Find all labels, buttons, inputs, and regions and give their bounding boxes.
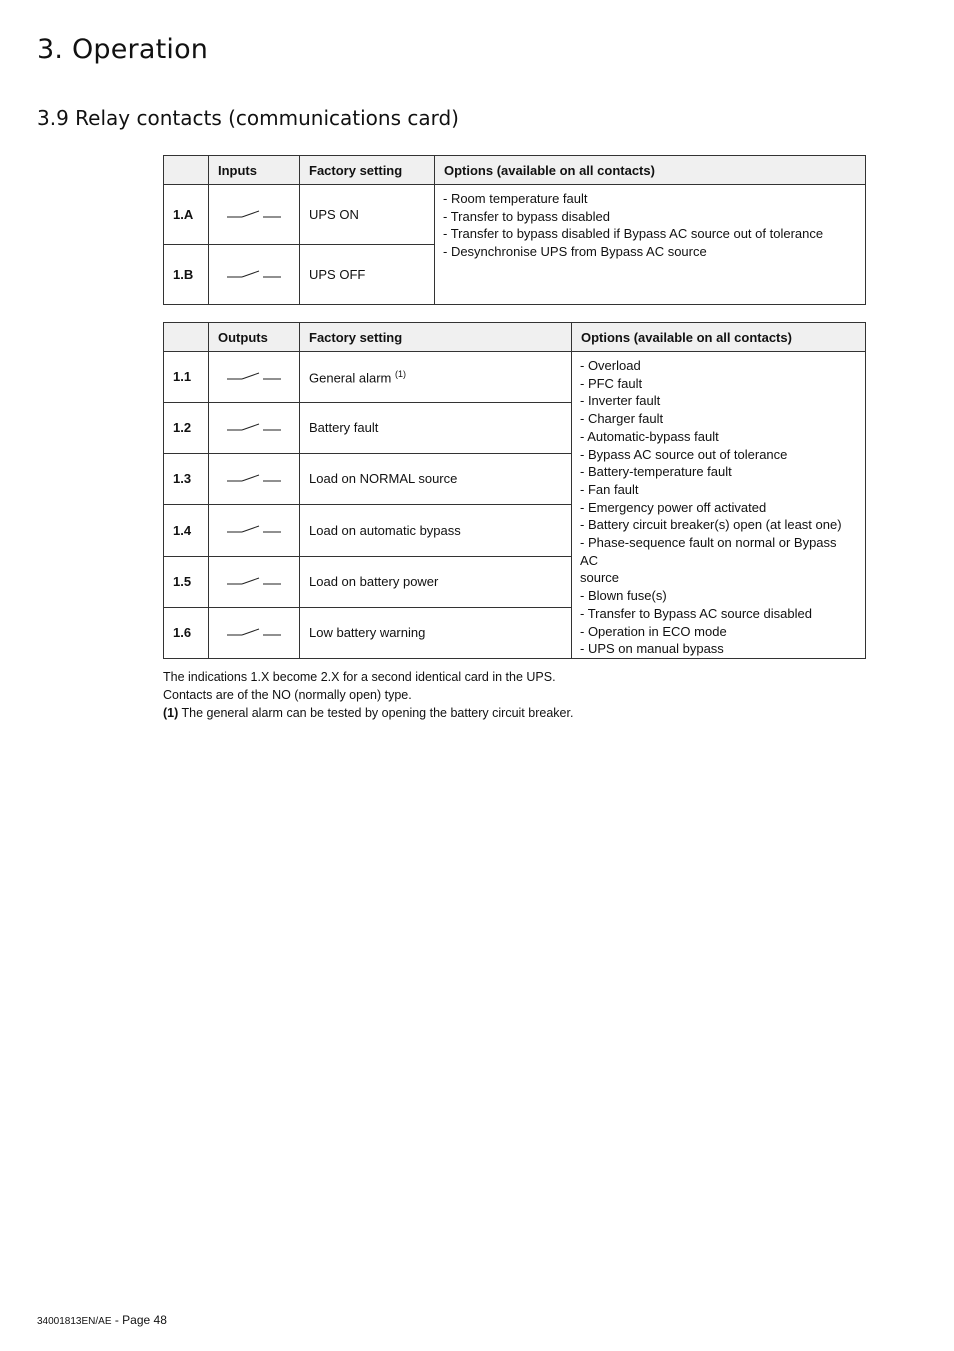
row-id: 1.6 xyxy=(164,607,209,658)
contact-cell xyxy=(209,504,300,556)
option-item: source xyxy=(580,570,620,586)
normally-open-switch-icon xyxy=(226,473,282,485)
factory-setting: Load on battery power xyxy=(300,556,572,607)
option-item: - Operation in ECO mode xyxy=(580,623,727,639)
row-id: 1.1 xyxy=(164,352,209,403)
option-item: - Battery-temperature fault xyxy=(580,464,732,480)
option-item: - Battery circuit breaker(s) open (at least one) xyxy=(580,517,842,533)
contact-cell xyxy=(209,607,300,658)
outputs-table xyxy=(163,322,866,659)
option-item: - PFC fault xyxy=(580,375,643,391)
normally-open-switch-icon xyxy=(226,269,282,281)
factory-setting: UPS OFF xyxy=(300,245,435,305)
doc-code: 34001813EN/AE xyxy=(37,1316,112,1327)
options-list xyxy=(435,185,866,305)
option-item: - Transfer to bypass disabled if Bypass AC source out of tolerance xyxy=(443,226,824,242)
normally-open-switch-icon xyxy=(226,371,282,383)
normally-open-switch-icon xyxy=(226,576,282,588)
chapter-title: 3. Operation xyxy=(37,34,209,65)
option-item: - Transfer to bypass disabled xyxy=(443,208,610,224)
normally-open-switch-icon xyxy=(226,209,282,221)
header-factory-setting: Factory setting xyxy=(300,323,572,352)
factory-setting xyxy=(300,352,572,403)
option-item: - Charger fault xyxy=(580,411,664,427)
page-number: - Page 48 xyxy=(111,1313,167,1327)
factory-setting: UPS ON xyxy=(300,185,435,245)
normally-open-switch-icon xyxy=(226,524,282,536)
notes xyxy=(163,668,573,722)
option-item: - Overload xyxy=(580,358,641,373)
header-options: Options (available on all contacts) xyxy=(572,323,866,352)
footnote-ref: (1) xyxy=(395,368,406,379)
contact-cell xyxy=(209,402,300,453)
header-blank xyxy=(164,156,209,185)
option-item: - Emergency power off activated xyxy=(580,499,767,515)
option-item: - Bypass AC source out of tolerance xyxy=(580,446,788,462)
row-id: 1.2 xyxy=(164,402,209,453)
factory-setting-text: General alarm xyxy=(309,370,392,386)
table-row xyxy=(164,352,866,403)
outputs-header-row xyxy=(164,323,866,352)
normally-open-switch-icon xyxy=(226,422,282,434)
section-title: 3.9 Relay contacts (communications card) xyxy=(37,106,459,130)
factory-setting: Low battery warning xyxy=(300,607,572,658)
factory-setting: Load on automatic bypass xyxy=(300,504,572,556)
option-item: - Inverter fault xyxy=(580,393,661,409)
row-id: 1.4 xyxy=(164,504,209,556)
note-line: The indications 1.X become 2.X for a second identical card in the UPS. xyxy=(163,670,556,684)
footnote-text: The general alarm can be tested by opening the battery circuit breaker. xyxy=(178,706,574,720)
page-footer xyxy=(37,1313,167,1327)
note-line xyxy=(163,704,573,722)
row-id: 1.3 xyxy=(164,453,209,504)
table-row xyxy=(164,185,866,245)
option-item: - Phase-sequence fault on normal or Bypass AC xyxy=(580,535,837,568)
option-item: - Fan fault xyxy=(580,481,639,497)
factory-setting: Load on NORMAL source xyxy=(300,453,572,504)
row-id: 1.A xyxy=(164,185,209,245)
row-id: 1.5 xyxy=(164,556,209,607)
header-options: Options (available on all contacts) xyxy=(435,156,866,185)
inputs-header-row xyxy=(164,156,866,185)
contact-cell xyxy=(209,245,300,305)
option-item: - Automatic-bypass fault xyxy=(580,428,719,444)
option-item: - Room temperature fault xyxy=(443,191,588,206)
header-blank xyxy=(164,323,209,352)
footnote-label: (1) xyxy=(163,706,179,720)
factory-setting: Battery fault xyxy=(300,402,572,453)
contact-cell xyxy=(209,556,300,607)
contact-cell xyxy=(209,453,300,504)
inputs-table xyxy=(163,155,866,305)
note-line: Contacts are of the NO (normally open) type. xyxy=(163,688,412,702)
contact-cell xyxy=(209,185,300,245)
option-item: - Blown fuse(s) xyxy=(580,588,667,604)
option-item: - UPS on manual bypass xyxy=(580,641,724,657)
contact-cell xyxy=(209,352,300,403)
header-inputs: Inputs xyxy=(209,156,300,185)
header-outputs: Outputs xyxy=(209,323,300,352)
options-list xyxy=(572,352,866,659)
normally-open-switch-icon xyxy=(226,627,282,639)
header-factory-setting: Factory setting xyxy=(300,156,435,185)
option-item: - Transfer to Bypass AC source disabled xyxy=(580,605,812,621)
row-id: 1.B xyxy=(164,245,209,305)
option-item: - Desynchronise UPS from Bypass AC source xyxy=(443,244,707,260)
